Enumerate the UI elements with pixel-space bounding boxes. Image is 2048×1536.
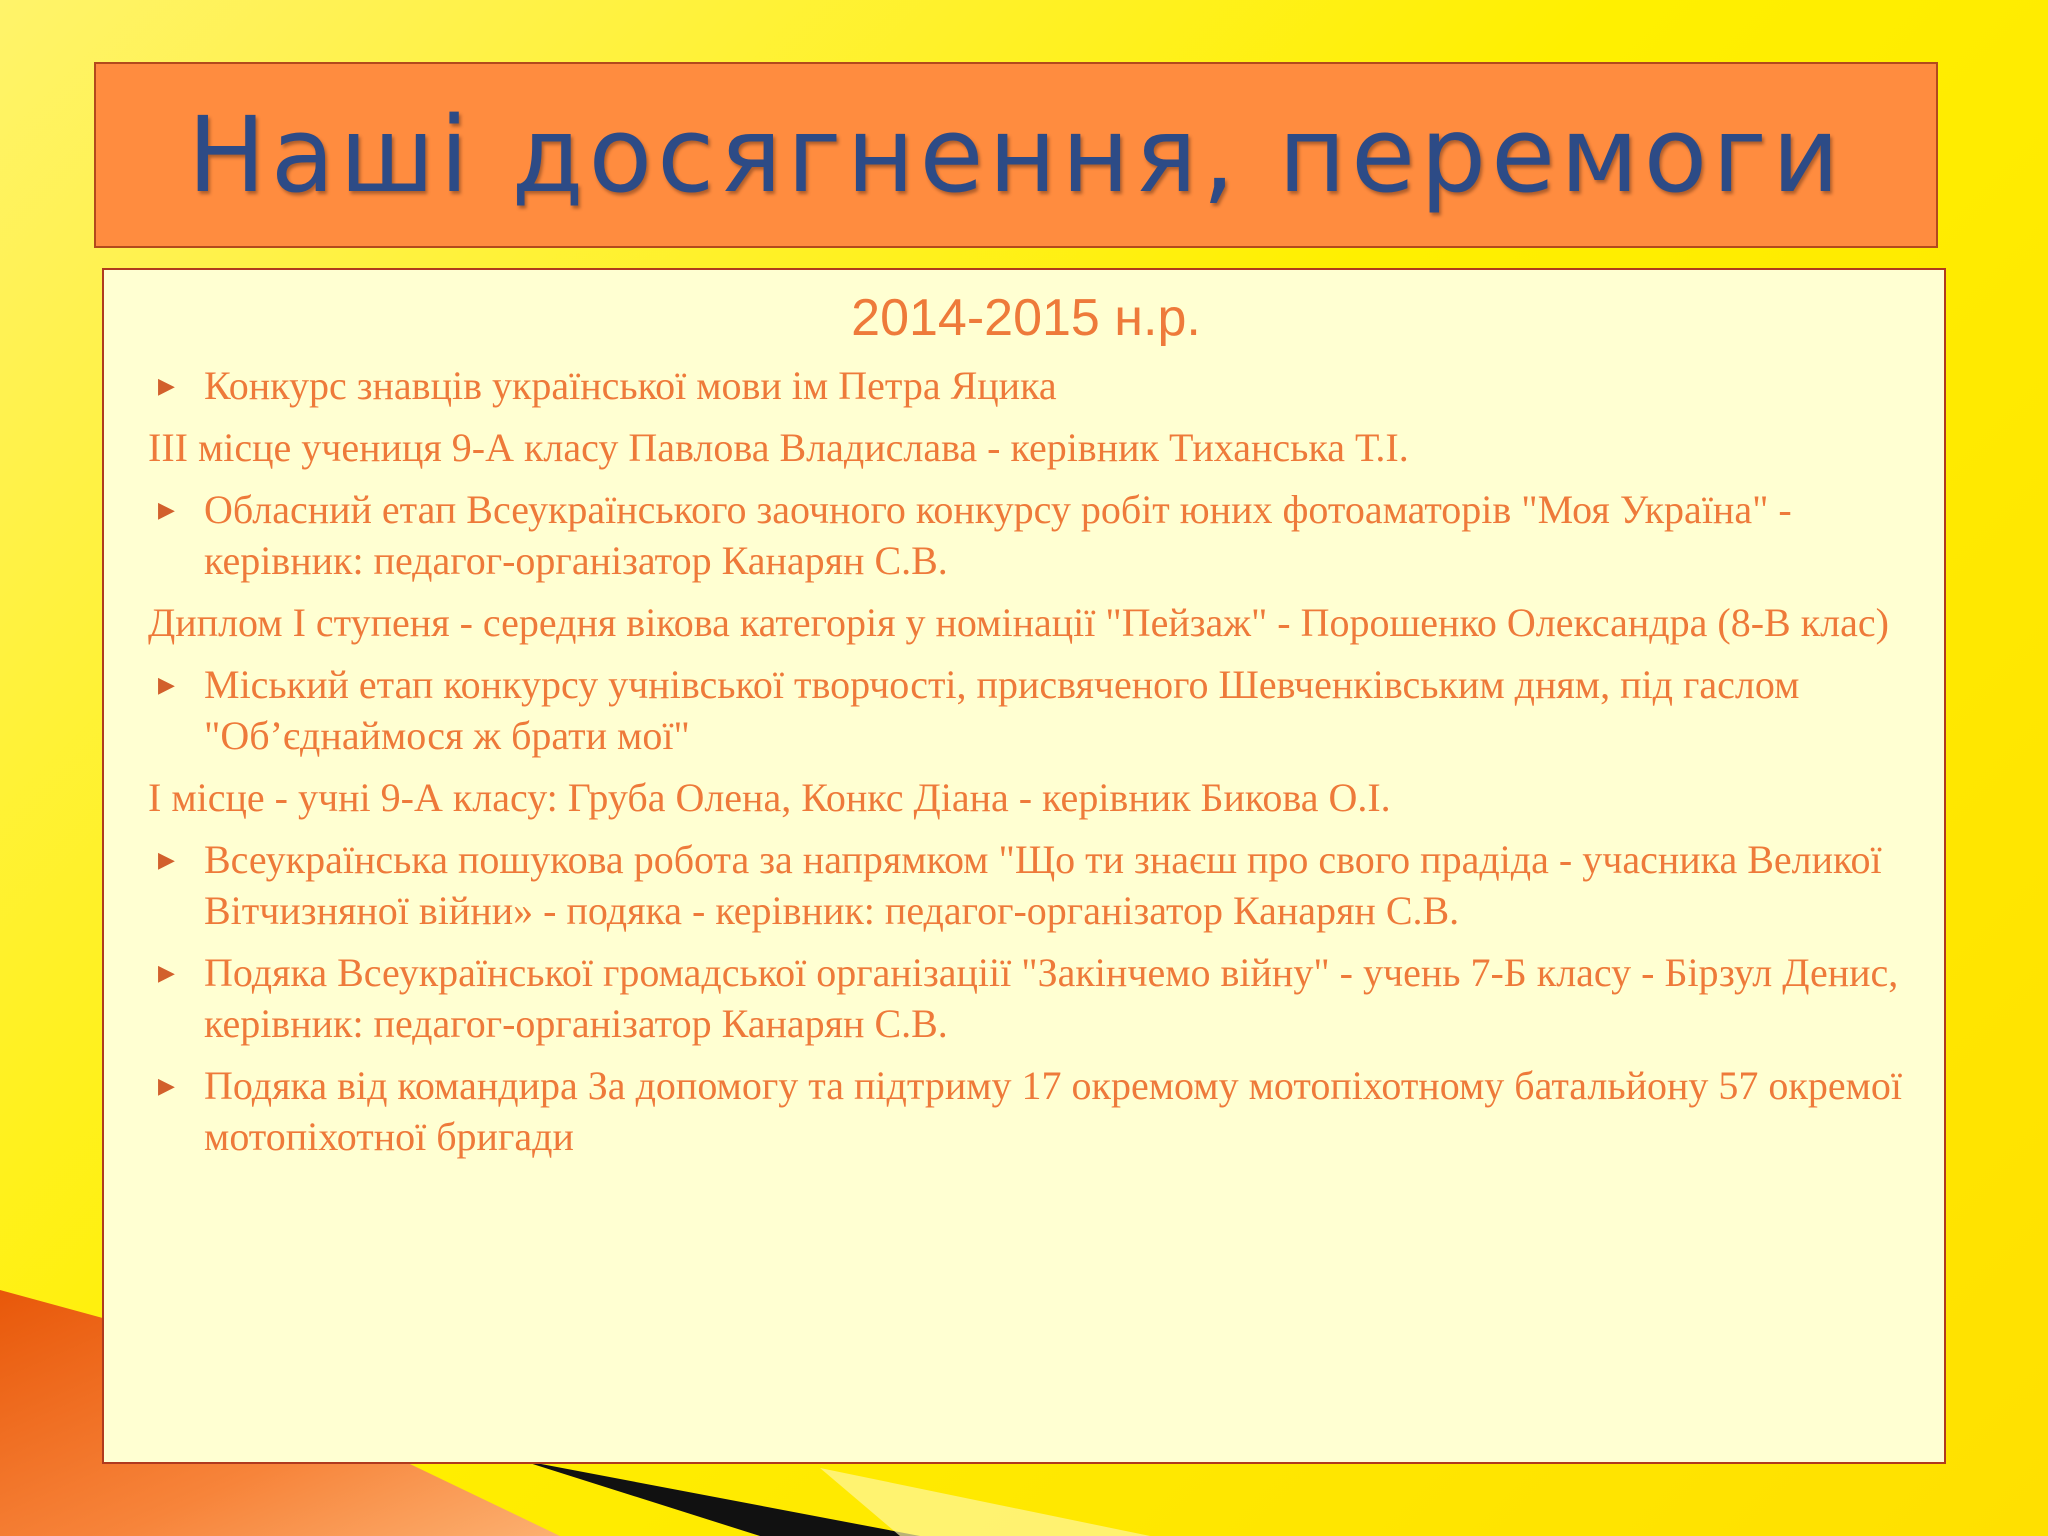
year-heading: 2014-2015 н.р. [851,289,1201,347]
achievement-list [148,360,1928,1173]
result-line [148,597,1928,648]
bullet-item [148,360,1928,411]
item-text: ІІІ місце учениця 9-А класу Павлова Владислава - керівник Тиханська Т.І. [148,425,1409,470]
bullet-item [148,484,1928,586]
bullet-arrow-icon: ▶ [158,847,175,872]
item-text: Всеукраїнська пошукова робота за напрямком "Що ти знаєш про свого прадіда - учасника Великої Вітчизняної війни» - подяка - керівник: педагог-організатор Канарян С.В. [204,837,1882,933]
bullet-item [148,659,1928,761]
item-text: Конкурс знавців української мови ім Петра Яцика [204,363,1057,408]
bullet-item [148,1060,1928,1162]
result-line [148,422,1928,473]
item-text: Обласний етап Всеукраїнського заочного конкурсу робіт юних фотоаматорів "Моя Україна" - керівник: педагог-організатор Канарян С.В. [204,487,1792,583]
bullet-item [148,834,1928,936]
result-line [148,772,1928,823]
item-text: І місце - учні 9-А класу: Груба Олена, Конкс Діана - керівник Бикова О.І. [148,775,1391,820]
bullet-item [148,947,1928,1049]
item-text: Міський етап конкурсу учнівської творчості, присвяченого Шевченківським дням, під гаслом "Об’єднаймося ж брати мої" [204,662,1800,758]
item-text: Подяка від командира За допомогу та підтриму 17 окремому мотопіхотному батальйону 57 окремої мотопіхотної бригади [204,1063,1903,1159]
slide-title: Наші досягнення, перемоги [187,94,1845,216]
bullet-arrow-icon: ▶ [158,497,175,522]
bullet-arrow-icon: ▶ [158,373,175,398]
bullet-arrow-icon: ▶ [158,960,175,985]
content-panel [102,268,1946,1464]
item-text: Подяка Всеукраїнської громадської організаціії "Закінчемо війну" - учень 7-Б класу - Бірзул Денис, керівник: педагог-організатор Канарян С.В. [204,950,1899,1046]
item-text: Диплом І ступеня - середня вікова категорія у номінації "Пейзаж" - Порошенко Олександра (8-В клас) [148,600,1889,645]
bullet-arrow-icon: ▶ [158,1073,175,1098]
yellow-light-shape [820,1468,1150,1536]
title-banner [94,62,1938,248]
bullet-arrow-icon: ▶ [158,672,175,697]
